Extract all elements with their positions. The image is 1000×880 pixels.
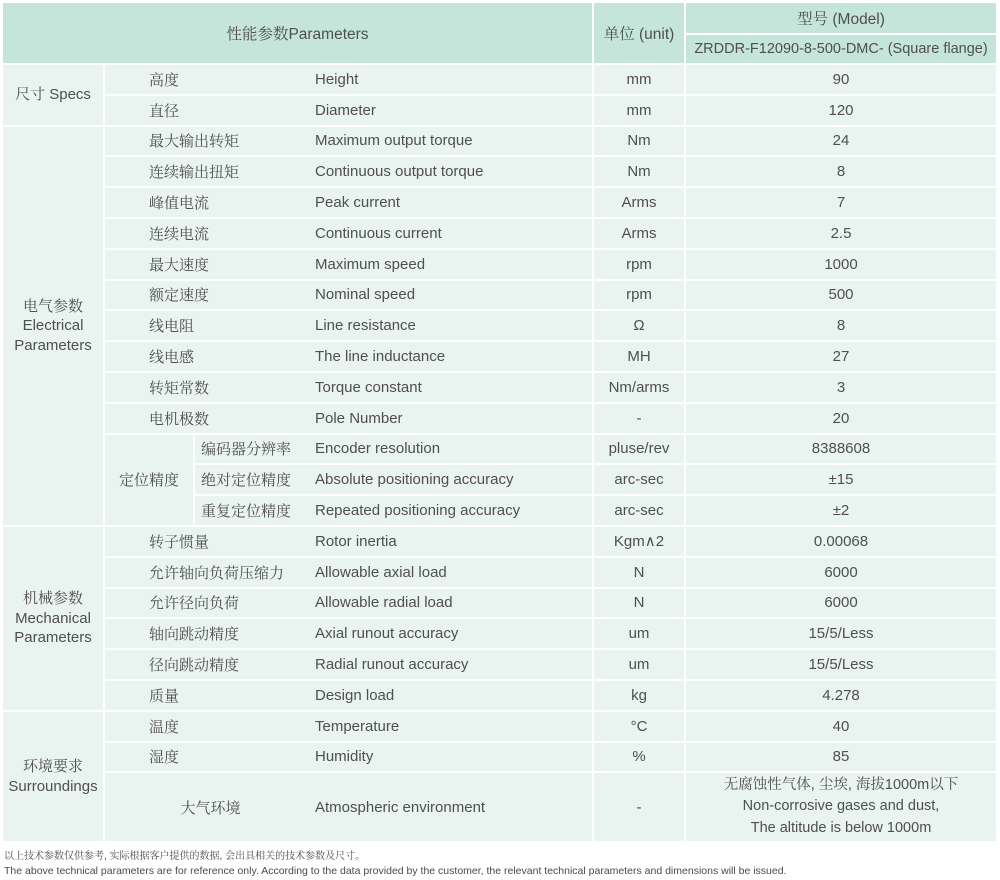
unit-cell: pluse/rev (594, 435, 684, 464)
param-label-zh: 最大速度 (149, 256, 210, 274)
param-label-zh: 电机极数 (149, 410, 210, 428)
param-label-zh: 径向跳动精度 (149, 657, 240, 675)
spec-row (3, 619, 996, 648)
param-cell (105, 373, 592, 402)
unit-cell: Ω (594, 311, 684, 340)
value-cell: 500 (686, 281, 996, 310)
unit-cell: - (594, 404, 684, 433)
param-cell (105, 188, 592, 217)
value-cell: 0.00068 (686, 527, 996, 556)
value-cell: 2.5 (686, 219, 996, 248)
param-label-en: Continuous output torque (315, 163, 484, 181)
spec-row (3, 743, 996, 772)
param-label-zh: 直径 (149, 102, 180, 120)
value-cell: 120 (686, 96, 996, 125)
param-label-en: Continuous current (315, 224, 442, 242)
unit-cell: Nm (594, 157, 684, 186)
value-cell: 8 (686, 157, 996, 186)
unit-cell: um (594, 650, 684, 679)
model-value: ZRDDR-F12090-8-500-DMC- (Square flange) (686, 35, 996, 63)
param-cell (195, 465, 592, 494)
param-cell (195, 496, 592, 525)
param-cell (105, 589, 592, 618)
value-cell: 1000 (686, 250, 996, 279)
param-label-zh: 轴向跳动精度 (149, 626, 240, 644)
param-cell (105, 558, 592, 587)
spec-row (3, 188, 996, 217)
category-cell-mechanical: 机械参数 Mechanical Parameters (3, 527, 103, 710)
param-cell (105, 681, 592, 710)
value-cell: 40 (686, 712, 996, 741)
param-label-zh: 温度 (149, 718, 180, 736)
unit-cell: arc-sec (594, 465, 684, 494)
spec-row (3, 127, 996, 156)
param-cell (105, 650, 592, 679)
unit-cell: - (594, 773, 684, 841)
param-cell (105, 219, 592, 248)
spec-row (3, 589, 996, 618)
value-cell: 20 (686, 404, 996, 433)
unit-cell: Kgm∧2 (594, 527, 684, 556)
param-label-en: Axial runout accuracy (315, 625, 459, 643)
param-label-en: Absolute positioning accuracy (315, 471, 514, 489)
value-cell: 15/5/Less (686, 619, 996, 648)
param-label-zh: 转矩常数 (149, 379, 210, 397)
category-cell-surroundings: 环境要求 Surroundings (3, 712, 103, 842)
param-label-en: Height (315, 70, 359, 88)
value-cell: 6000 (686, 589, 996, 618)
param-cell (105, 743, 592, 772)
unit-header: 单位 (unit) (594, 3, 684, 63)
param-label-en: Line resistance (315, 317, 416, 335)
value-cell: 90 (686, 65, 996, 94)
value-cell: 85 (686, 743, 996, 772)
unit-cell: rpm (594, 281, 684, 310)
param-label-zh: 峰值电流 (149, 195, 210, 213)
value-cell: 6000 (686, 558, 996, 587)
param-cell (105, 127, 592, 156)
value-cell: 27 (686, 342, 996, 371)
spec-row (3, 404, 996, 433)
param-label-en: Torque constant (315, 378, 422, 396)
param-label-en: Pole Number (315, 409, 403, 427)
spec-row (3, 681, 996, 710)
value-cell: 8388608 (686, 435, 996, 464)
param-label-en: Atmospheric environment (315, 798, 486, 816)
unit-cell: N (594, 589, 684, 618)
value-cell: 4.278 (686, 681, 996, 710)
spec-row (3, 219, 996, 248)
param-label-en: Peak current (315, 194, 401, 212)
spec-row (3, 65, 996, 94)
param-label-en: Repeated positioning accuracy (315, 502, 521, 520)
param-label-zh: 转子惯量 (149, 533, 210, 551)
param-cell (105, 65, 592, 94)
unit-cell: N (594, 558, 684, 587)
spec-row (3, 96, 996, 125)
param-label-en: Maximum speed (315, 255, 426, 273)
param-label-zh: 质量 (149, 687, 180, 705)
footer-note-en: The above technical parameters are for reference only. According to the data provided by the customer, the relevant technical parameters and dimensions will be issued. (4, 865, 787, 878)
param-label-en: Rotor inertia (315, 532, 397, 550)
unit-cell: Nm/arms (594, 373, 684, 402)
param-cell (105, 96, 592, 125)
value-cell: 7 (686, 188, 996, 217)
unit-cell: arc-sec (594, 496, 684, 525)
param-label-zh: 高度 (149, 71, 180, 89)
unit-cell: °C (594, 712, 684, 741)
param-cell (105, 773, 592, 841)
unit-cell: Arms (594, 219, 684, 248)
value-line: 无腐蚀性气体, 尘埃, 海拔1000m以下 (723, 776, 959, 793)
param-label-zh: 线电阻 (149, 318, 195, 336)
param-label-zh: 最大输出转矩 (149, 133, 240, 151)
unit-cell: mm (594, 65, 684, 94)
positioning-accuracy-group: 定位精度 (105, 435, 193, 525)
footer-notes (4, 849, 1000, 879)
footer-note-zh: 以上技术参数仅供参考, 实际根据客户提供的数据, 会出具相关的技术参数及尺寸。 (4, 851, 366, 863)
value-cell (686, 773, 996, 841)
param-label-zh: 湿度 (149, 749, 180, 767)
spec-row (3, 342, 996, 371)
param-label-en: Nominal speed (315, 286, 416, 304)
unit-cell: kg (594, 681, 684, 710)
param-cell (195, 435, 592, 464)
spec-row (3, 558, 996, 587)
spec-row (3, 311, 996, 340)
param-cell (105, 342, 592, 371)
param-cell (105, 311, 592, 340)
param-cell (105, 527, 592, 556)
model-header: 型号 (Model) (686, 3, 996, 33)
param-cell (105, 404, 592, 433)
unit-cell: Arms (594, 188, 684, 217)
unit-cell: % (594, 743, 684, 772)
unit-cell: um (594, 619, 684, 648)
spec-row (3, 281, 996, 310)
param-label-zh: 允许轴向负荷压缩力 (149, 564, 285, 582)
param-label-en: Design load (315, 686, 395, 704)
param-label-en: Maximum output torque (315, 132, 473, 150)
param-label-zh: 线电感 (149, 349, 195, 367)
unit-cell: MH (594, 342, 684, 371)
param-label-zh: 允许径向负荷 (149, 595, 240, 613)
spec-row (3, 373, 996, 402)
category-cell-electrical: 电气参数 Electrical Parameters (3, 127, 103, 525)
param-label-en: Radial runout accuracy (315, 656, 469, 674)
spec-row (3, 527, 996, 556)
spec-row (3, 250, 996, 279)
unit-cell: mm (594, 96, 684, 125)
param-label-zh: 大气环境 (180, 799, 241, 817)
spec-table (1, 1, 998, 843)
value-cell: ±2 (686, 496, 996, 525)
param-label-zh: 额定速度 (149, 287, 210, 305)
value-cell: 15/5/Less (686, 650, 996, 679)
spec-row (3, 650, 996, 679)
value-cell: ±15 (686, 465, 996, 494)
category-cell-specs: 尺寸 Specs (3, 65, 103, 125)
param-label-en: Humidity (315, 748, 374, 766)
param-label-zh: 连续输出扭矩 (149, 164, 240, 182)
spec-row (3, 435, 996, 464)
spec-row (3, 157, 996, 186)
value-cell: 3 (686, 373, 996, 402)
param-label-en: Allowable radial load (315, 594, 453, 612)
param-cell (105, 157, 592, 186)
spec-row (3, 773, 996, 841)
value-line: The altitude is below 1000m (750, 820, 932, 837)
param-label-zh: 编码器分辨率 (201, 441, 292, 459)
params-header: 性能参数Parameters (3, 3, 592, 63)
param-label-en: The line inductance (315, 348, 446, 366)
header-row-1 (3, 3, 996, 33)
value-line: Non-corrosive gases and dust, (742, 798, 940, 815)
param-label-en: Encoder resolution (315, 440, 441, 458)
spec-row (3, 712, 996, 741)
param-cell (105, 281, 592, 310)
param-label-zh: 绝对定位精度 (201, 472, 292, 490)
unit-cell: rpm (594, 250, 684, 279)
param-label-en: Diameter (315, 101, 376, 119)
value-cell: 24 (686, 127, 996, 156)
unit-cell: Nm (594, 127, 684, 156)
param-cell (105, 250, 592, 279)
param-label-zh: 重复定位精度 (201, 503, 292, 521)
param-cell (105, 619, 592, 648)
param-label-en: Allowable axial load (315, 563, 447, 581)
value-cell: 8 (686, 311, 996, 340)
param-label-zh: 连续电流 (149, 225, 210, 243)
param-label-en: Temperature (315, 717, 400, 735)
param-cell (105, 712, 592, 741)
